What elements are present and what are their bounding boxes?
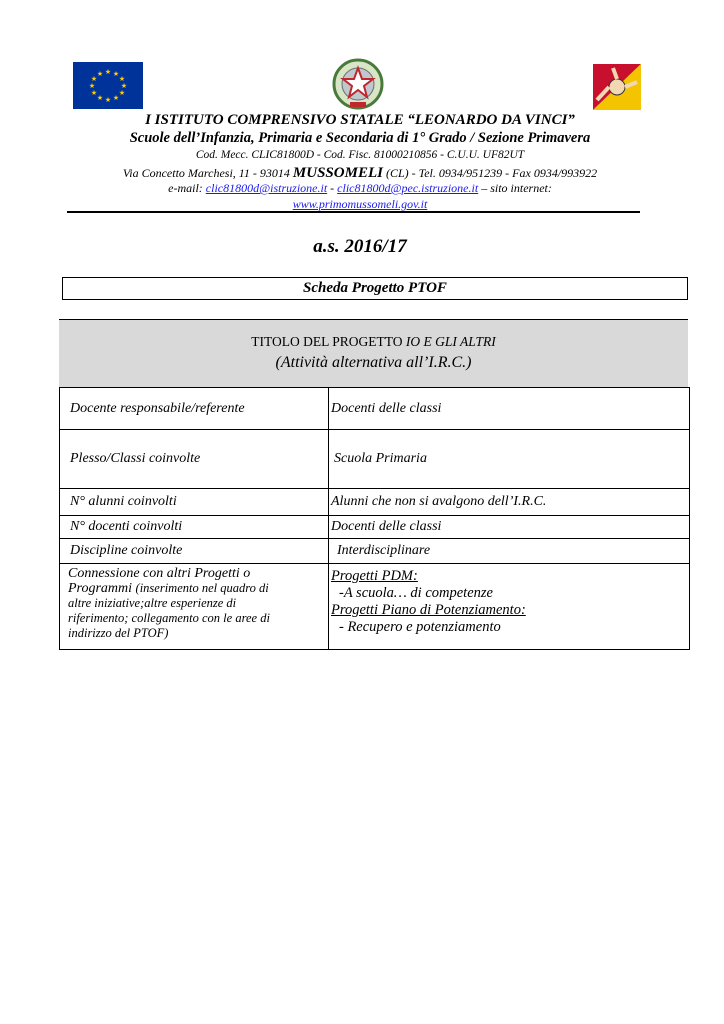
- connection-note-rest1: altre iniziative;altre esperienze di: [68, 596, 237, 610]
- svg-text:★: ★: [120, 82, 128, 90]
- svg-text:★: ★: [90, 75, 98, 83]
- email-link-1[interactable]: clic81800d@istruzione.it: [205, 181, 328, 195]
- sicily-region-logo: [591, 60, 643, 112]
- address-post: (CL) - Tel. 0934/951239 - Fax 0934/993922: [385, 166, 598, 180]
- row-label: N° docenti coinvolti: [60, 516, 329, 539]
- svg-text:★: ★: [104, 68, 112, 76]
- school-levels: Scuole dell’Infanzia, Primaria e Secondaria di 1° Grado / Sezione Primavera: [129, 130, 591, 146]
- project-title-value: IO E GLI ALTRI: [405, 334, 496, 349]
- row-label: N° alunni coinvolti: [60, 489, 329, 516]
- address-city: MUSSOMELI: [292, 165, 383, 181]
- svg-text:★: ★: [112, 70, 120, 78]
- project-title: [59, 334, 688, 350]
- eu-flag-logo: [73, 62, 143, 109]
- connection-label-main: Programmi: [68, 581, 133, 596]
- row-label: Plesso/Classi coinvolte: [60, 430, 329, 489]
- row-value: Alunni che non si avalgono dell’I.R.C.: [329, 489, 690, 516]
- school-year: a.s. 2016/17: [313, 236, 407, 257]
- svg-text:★: ★: [96, 70, 104, 78]
- email-separator: -: [330, 181, 335, 195]
- table-row: [60, 564, 690, 650]
- row-value: Docenti delle classi: [329, 516, 690, 539]
- table-row: [60, 489, 690, 516]
- row-value: Scuola Primaria: [329, 430, 690, 489]
- potenziamento-item: - Recupero e potenziamento: [339, 619, 501, 635]
- svg-text:★: ★: [96, 94, 104, 102]
- website-link[interactable]: www.primomussomeli.gov.it: [292, 197, 428, 211]
- form-title: Scheda Progetto PTOF: [62, 277, 688, 300]
- school-address: [40, 165, 680, 182]
- svg-text:★: ★: [88, 82, 96, 90]
- row-label: Docente responsabile/referente: [60, 388, 329, 430]
- svg-text:★: ★: [104, 96, 112, 104]
- pdm-heading: Progetti PDM:: [331, 568, 418, 584]
- row-label: Discipline coinvolte: [60, 539, 329, 564]
- connection-value: [329, 564, 690, 650]
- pdm-item: -A scuola… di competenze: [339, 585, 493, 601]
- svg-text:★: ★: [112, 94, 120, 102]
- connection-note-rest2: riferimento; collegamento con le aree di: [68, 611, 270, 625]
- row-value: Interdisciplinare: [329, 539, 690, 564]
- italian-republic-emblem: [332, 58, 384, 110]
- svg-text:★: ★: [118, 89, 126, 97]
- project-title-box: [59, 319, 688, 388]
- potenziamento-heading: Progetti Piano di Potenziamento:: [331, 602, 526, 618]
- address-pre: Via Concetto Marchesi, 11 - 93014: [122, 166, 290, 180]
- email-label: e-mail:: [168, 181, 203, 195]
- connection-label-line1: Connessione con altri Progetti o: [68, 566, 251, 581]
- project-details-table: [59, 387, 690, 650]
- table-row: [60, 516, 690, 539]
- project-subtitle: (Attività alternativa all’I.R.C.): [275, 354, 472, 371]
- header-divider: [67, 211, 640, 213]
- table-row: [60, 388, 690, 430]
- row-value: Docenti delle classi: [329, 388, 690, 430]
- table-row: [60, 430, 690, 489]
- svg-text:★: ★: [118, 75, 126, 83]
- site-label: – sito internet:: [481, 181, 552, 195]
- connection-label-note: (inserimento nel quadro di: [135, 581, 269, 595]
- school-codes: Cod. Mecc. CLIC81800D - Cod. Fisc. 81000210856 - C.U.U. UF82UT: [195, 149, 525, 161]
- school-contacts: [40, 181, 680, 196]
- connection-label: [60, 564, 329, 650]
- project-title-label: TITOLO DEL PROGETTO: [251, 334, 403, 349]
- email-link-2[interactable]: clic81800d@pec.istruzione.it: [337, 181, 479, 195]
- connection-note-rest3: indirizzo del PTOF): [68, 626, 169, 640]
- connection-label-line2: [68, 581, 328, 596]
- school-name: I ISTITUTO COMPRENSIVO STATALE “LEONARDO DA VINCI”: [145, 112, 575, 128]
- svg-text:★: ★: [90, 89, 98, 97]
- website-line: [40, 197, 680, 212]
- table-row: [60, 539, 690, 564]
